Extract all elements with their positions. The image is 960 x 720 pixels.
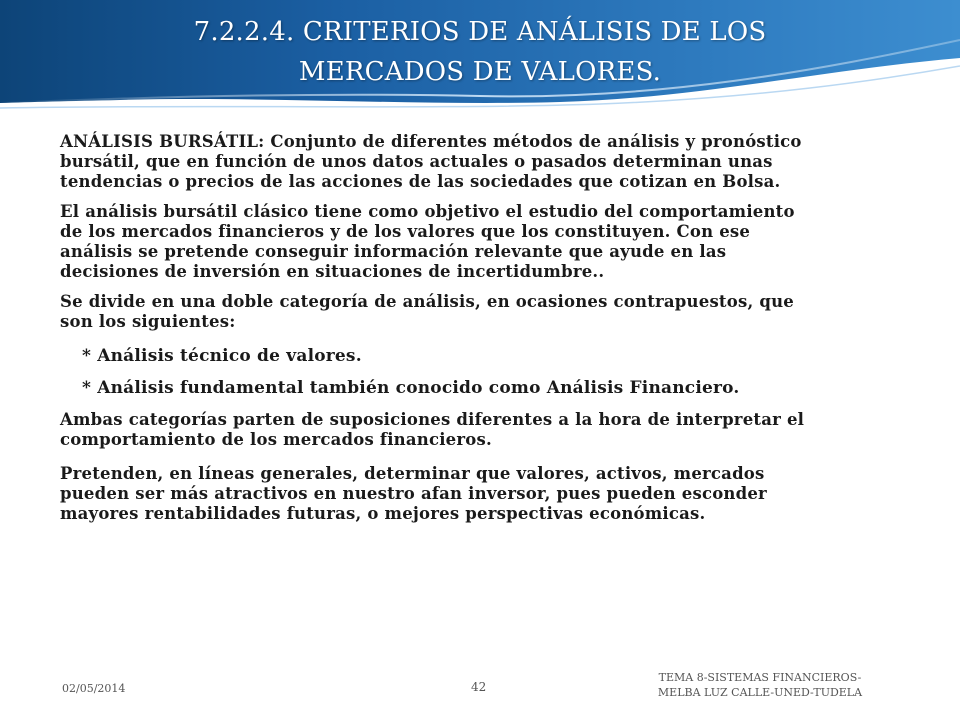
- paragraph-analisis-bursatil: ANÁLISIS BURSÁTIL: Conjunto de diferentes métodos de análisis y pronóstico bursátil, que en función de unos datos actuales o pasados determinan unas tendencias o precios de las acciones de las sociedades que cotizan en Bolsa.: [60, 132, 802, 191]
- bullet-analisis-fundamental: * Análisis fundamental también conocido como Análisis Financiero.: [82, 378, 740, 398]
- title-line-1: 7.2.2.4. CRITERIOS DE ANÁLISIS DE LOS: [193, 17, 767, 47]
- footer-course-line-1: TEMA 8-SISTEMAS FINANCIEROS-: [658, 671, 862, 684]
- footer-page-number: 42: [471, 680, 487, 694]
- slide-header: [0, 0, 960, 110]
- title-line-2: MERCADOS DE VALORES.: [298, 57, 662, 87]
- paragraph-suposiciones: Ambas categorías parten de suposiciones diferentes a la hora de interpretar el comportamiento de los mercados financieros.: [60, 410, 805, 449]
- footer-course-line-2: MELBA LUZ CALLE-UNED-TUDELA: [657, 686, 863, 699]
- footer-date: 02/05/2014: [62, 682, 126, 695]
- slide-body: [60, 132, 820, 534]
- slide-title: [100, 12, 860, 92]
- paragraph-categorias: Se divide en una doble categoría de análisis, en ocasiones contrapuestos, que son los siguientes:: [60, 292, 794, 331]
- paragraph-pretenden: Pretenden, en líneas generales, determinar que valores, activos, mercados pueden ser más atractivos en nuestro afan inversor, pues pueden esconder mayores rentabilidades futuras, o mejores perspectivas económicas.: [60, 464, 767, 523]
- footer-course-info: [610, 670, 910, 700]
- paragraph-analisis-clasico: El análisis bursátil clásico tiene como objetivo el estudio del comportamiento de los mercados financieros y de los valores que los constituyen. Con ese análisis se pretende conseguir información relevante que ayude en las decisiones de inversión en situaciones de incertidumbre..: [60, 202, 795, 281]
- bullet-analisis-tecnico: * Análisis técnico de valores.: [82, 346, 362, 366]
